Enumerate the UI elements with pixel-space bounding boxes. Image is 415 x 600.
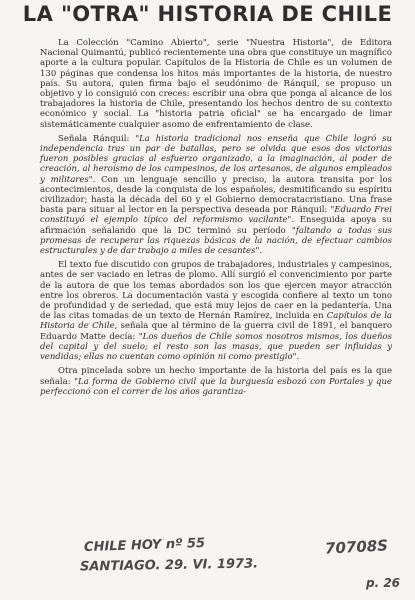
paragraph-1: La Colección "Camino Abierto", serie "Nuestra Historia", de Editora Nacional Quimantú, publicó recientemente una obra que constituye un magnífico aporte a la cultura popular. Capítulos de la Historia de Chile es un volumen de 130 páginas que condensa los hitos más importantes de la historia, de nuestro país. Su autora, quien firma bajo el seudónimo de Ránquil, se propuso un objetivo y lo consiguió con creces: escribir una obra que ponga al alcance de los trabajadores la historia de Chile, presentando los hechos dentro de su contexto económico y social. La "historia patria oficial" se ha encargado de limar sistemáticamente cualquier asomo de enfrentamiento de clase.	[40, 38, 392, 130]
paragraph-3-text-a: El texto fue discutido con grupos de trabajadores, industriales y campesinos, antes de ser vaciado en letras de plomo. Allí surgió el convencimiento por parte de la autora de que los temas abordados son los que ejercen mayor atracción entre los obreros. La documentación vasta y escogida confiere al texto un tono de profundidad y de seriedad, que está muy lejos de caer en la pedantería. Una de las citas tomadas de un texto de Hernán Ramírez, incluida en	[40, 260, 392, 322]
paragraph-2-quote-3: "faltando a todas sus promesas de recuperar las riquezas básicas de la nación, de efectuar cambios estructurales y de dar trabajo a miles de cesantes".	[40, 225, 392, 257]
handwritten-page-number: p. 26	[366, 576, 401, 590]
handwritten-reference-number: 70708S	[324, 536, 389, 558]
paragraph-2-intro: Señala Ránquil:	[58, 133, 136, 144]
paragraph-2-quote-2: "Eduardo Frei constituyó el ejemplo típico del reformismo vacilante".	[40, 205, 392, 226]
paragraph-4-text: Otra pincelada sobre un hecho importante de la historia del país es la que señala:	[40, 366, 392, 387]
paragraph-2-text-1: Con un lenguaje sencillo y preciso, la autora transita por los acontecimientos, desde la conquista de los españoles, desmitificando su espíritu civilizador; hasta la década del 60 y el Gobierno democratacristiano. Una frase basta para situar al lector en la perspectiva deseada por Ránquil:	[40, 174, 392, 216]
handwritten-publication: CHILE HOY nº 55	[83, 535, 206, 556]
paragraph-4	[40, 366, 392, 397]
paragraph-2	[40, 134, 392, 256]
paragraph-3-book-title: Capítulos de la Historia de Chile	[40, 311, 393, 332]
handwritten-place-date: SANTIAGO. 29. VI. 1973.	[79, 556, 259, 575]
paragraph-2-quote-1: "La historia tradicional nos enseña que Chile logró su independencia tras un par de batallas, pero se olvida que esos dos victorias fueron posibles gracias al esfuerzo organizado, a la imaginación, al poder de creación, al heroísmo de los campesinos, de los artesanos, de algunos empleados y militares".	[40, 133, 392, 185]
paragraph-4-quote: "La forma de Gobierno civil que la burguesía esbozó con Portales y que perfeccionó con el correr de los años garantiza-	[40, 376, 392, 397]
paragraph-3	[40, 260, 392, 362]
paragraph-2-text-2: Enseguida apoya su afirmación señalando que la DC terminó su período	[40, 215, 393, 236]
paragraph-3-text-b: , señala que al término de la guerra civil de 1891, el banquero Eduardo Matte decía:	[40, 321, 392, 342]
article-title: LA "OTRA" HISTORIA DE CHILE	[22, 2, 393, 26]
article-body	[40, 38, 392, 401]
paragraph-3-quote: "Los dueños de Chile somos nosotros mismos, los dueños del capital y del suelo; el resto son las masas, que pueden ser influidas y vendidas; ellas no cuentan como opinión ni como prestigio".	[40, 331, 392, 363]
